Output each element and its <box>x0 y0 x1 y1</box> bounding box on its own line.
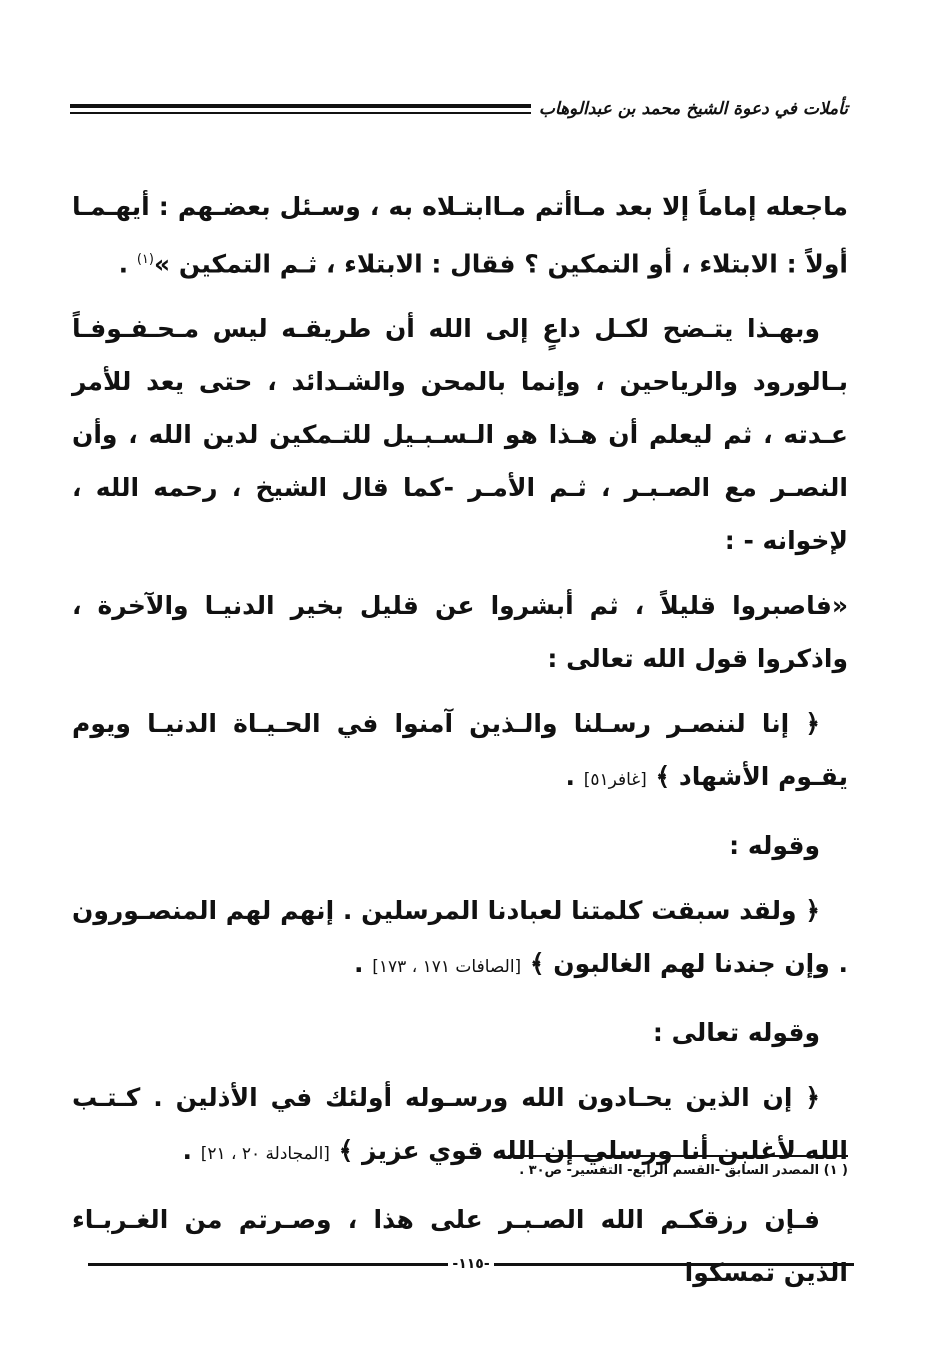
paragraph-last: فـإن رزقكـم الله الصـبـر على هذا ، وصـرتم من الغـربـاء الذين تمسكوا <box>72 1205 848 1288</box>
footer-rule-left <box>88 1263 448 1266</box>
page-number: -١١٥- <box>452 1256 490 1272</box>
footnote-marker: (١) <box>136 252 154 267</box>
verse-reference: [المجادلة ٢٠ ، ٢١] <box>200 1144 330 1165</box>
verse-reference: [الصافات ١٧١ ، ١٧٣] <box>372 957 522 978</box>
page-footer <box>88 1252 854 1276</box>
paragraph-and-his-saying: وقوله : <box>729 831 820 861</box>
quran-quote-1: ﴿ إنا لننصـر رسـلنا والـذين آمنوا في الحـيـاة الدنيـا ويوم يقـوم الأشهاد ﴾ [غافر٥١] . <box>72 709 848 792</box>
footnote-separator <box>508 1155 848 1157</box>
quran-quote-3: ﴿ إن الذين يحـادون الله ورسـوله أولئك في الأذلين . كـتـب الله لأغلبن أنا ورسلي إن الله قوي عزيز ﴾ [المجادلة ٢٠ ، ٢١] . <box>72 1083 848 1166</box>
header-rule <box>70 104 531 114</box>
footnote: ( ١) المصدر السابق -القسم الرابع- التفسير- ص٣٠ . <box>519 1163 848 1178</box>
running-title: تأملات في دعوة الشيخ محمد بن عبدالوهاب <box>538 99 848 119</box>
main-text <box>72 180 848 1311</box>
paragraph-3: «فاصبروا قليلاً ، ثم أبشروا عن قليل بخير الدنيـا والآخرة ، واذكروا قول الله تعالى : <box>72 591 848 674</box>
footer-rule-right <box>494 1263 854 1266</box>
verse-reference: [غافر٥١] <box>583 770 647 791</box>
quran-quote-2: ﴿ ولقد سبقت كلمتنا لعبادنا المرسلين . إنهم لهم المنصـورون . وإن جندنا لهم الغالبون ﴾ [الصافات ١٧١ ، ١٧٣] . <box>72 896 848 979</box>
page-header <box>70 94 848 124</box>
paragraph-2: وبهـذا يتـضح لكـل داعٍ إلى الله أن طريقـه ليس مـحـفـوفـاً بـالورود والرياحين ، وإنما بالمحن والشـدائد ، حتى يعد للأمر عـدته ، ثم ليعلم أن هـذا هو الـسـبـيل للتـمكين لدين الله ، وأن النصـر مع الصـبـر ، ثـم الأمـر -كما قال الشيخ ، رحمه الله ، لإخوانه - : <box>72 314 848 556</box>
paragraph-and-his-saying-exalted: وقوله تعالى : <box>652 1018 820 1048</box>
paragraph-1: ماجعله إماماً إلا بعد مـاأتم مـاابتـلاه به ، وسـئل بعضـهم : أيهـمـا أولاً : الابتلاء ، أو التمكين ؟ فقال : الابتلاء ، ثـم التمكين »$^{(١)}$ . <box>72 192 848 279</box>
